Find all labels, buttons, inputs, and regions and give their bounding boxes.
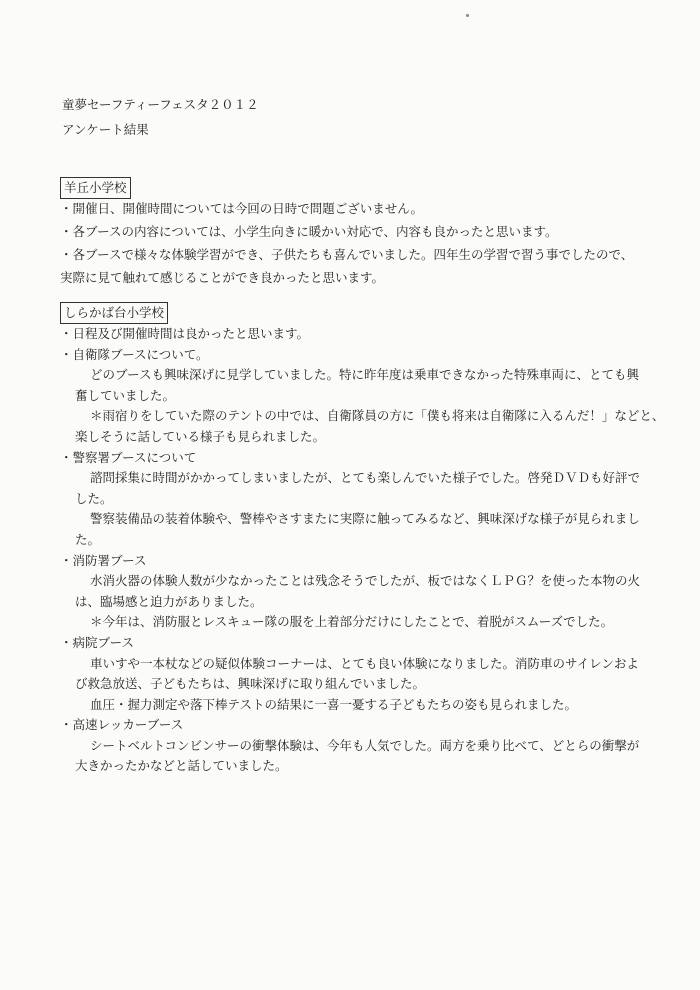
section-heading-wrecker: ・高速レッカーブース [60, 717, 184, 733]
section-heading-fire: ・消防署ブース [60, 552, 147, 568]
section-heading-jieitai: ・自衛隊ブースについて。 [60, 346, 209, 362]
section-heading-police: ・警察署ブースについて [60, 449, 197, 465]
survey-line: 水消火器の体験人数が少なかったことは残念そうでしたが、板ではなくＬＰＧ？を使った本物の火 [90, 573, 641, 589]
document-header [62, 92, 259, 142]
survey-line: ＊雨宿りをしていた際のテントの中では、自衛隊員の方に「僕も将来は自衛隊に入るんだ！」などと、 [90, 408, 665, 424]
survey-line: 奮していました。 [75, 387, 176, 403]
survey-line: した。 [75, 490, 113, 506]
survey-line: ・日程及び開催時間は良かったと思います。 [60, 326, 310, 341]
survey-line: 警察装備品の装着体験や、警棒やさすまたに実際に触ってみるなど、興味深げな様子が見られまし [90, 511, 640, 527]
school-section-hitsujigaoka [60, 177, 660, 291]
document-subtitle: アンケート結果 [62, 122, 149, 137]
school-name: 羊丘小学校 [60, 177, 131, 199]
survey-line: 実際に見て触れて感じることができ良かったと思います。 [60, 270, 385, 285]
survey-line: 車いすや一本杖などの疑似体験コーナーは、とても良い体験になりました。消防車のサイレンおよ [90, 655, 639, 671]
section-heading-hospital: ・病院ブース [60, 634, 135, 650]
document-title: 童夢セーフティーフェスタ２０１２ [62, 97, 259, 112]
survey-line: た。 [75, 531, 101, 547]
survey-line: シートベルトコンビンサーの衝撃体験は、今年も人気でした。両方を乗り比べて、どとらの衝撃が [90, 737, 640, 753]
survey-line: ・開催日、開催時間については今回の日時で問題ございません。 [60, 201, 424, 216]
survey-line: ・各ブースで様々な体験学習ができ、子供たちも喜んでいました。四年生の学習で習う事でしたので、 [60, 247, 634, 262]
survey-line: ・各ブースの内容については、小学生向きに暖かい対応で、内容も良かったと思います。 [60, 224, 558, 239]
survey-line: 諮問採集に時間がかかってしまいましたが、とても楽しんでいた様子でした。啓発ＤＶＤも好評で [90, 470, 641, 486]
school-section-shirakabadai [60, 302, 665, 777]
school-name: しらかば台小学校 [60, 302, 168, 324]
survey-line: 楽しそうに話している様子も見られました。 [75, 428, 326, 444]
survey-line: は、臨場感と迫力がありました。 [75, 593, 263, 609]
punch-hole-mark [466, 14, 469, 17]
survey-line: 血圧・握力測定や落下棒テストの結果に一喜一憂する子どもたちの姿も見られました。 [90, 696, 578, 712]
survey-line: び救急放送、子どもたちは、興味深げに取り組んでいました。 [75, 676, 426, 692]
survey-line: 大きかったかなどと話していました。 [75, 758, 288, 774]
survey-line: ＊今年は、消防服とレスキュー隊の服を上着部分だけにしたことで、着脱がスムーズでした。 [90, 614, 614, 630]
survey-line: どのブースも興味深げに見学していました。特に昨年度は乗車できなかった特殊車両に、とても興 [90, 367, 640, 383]
